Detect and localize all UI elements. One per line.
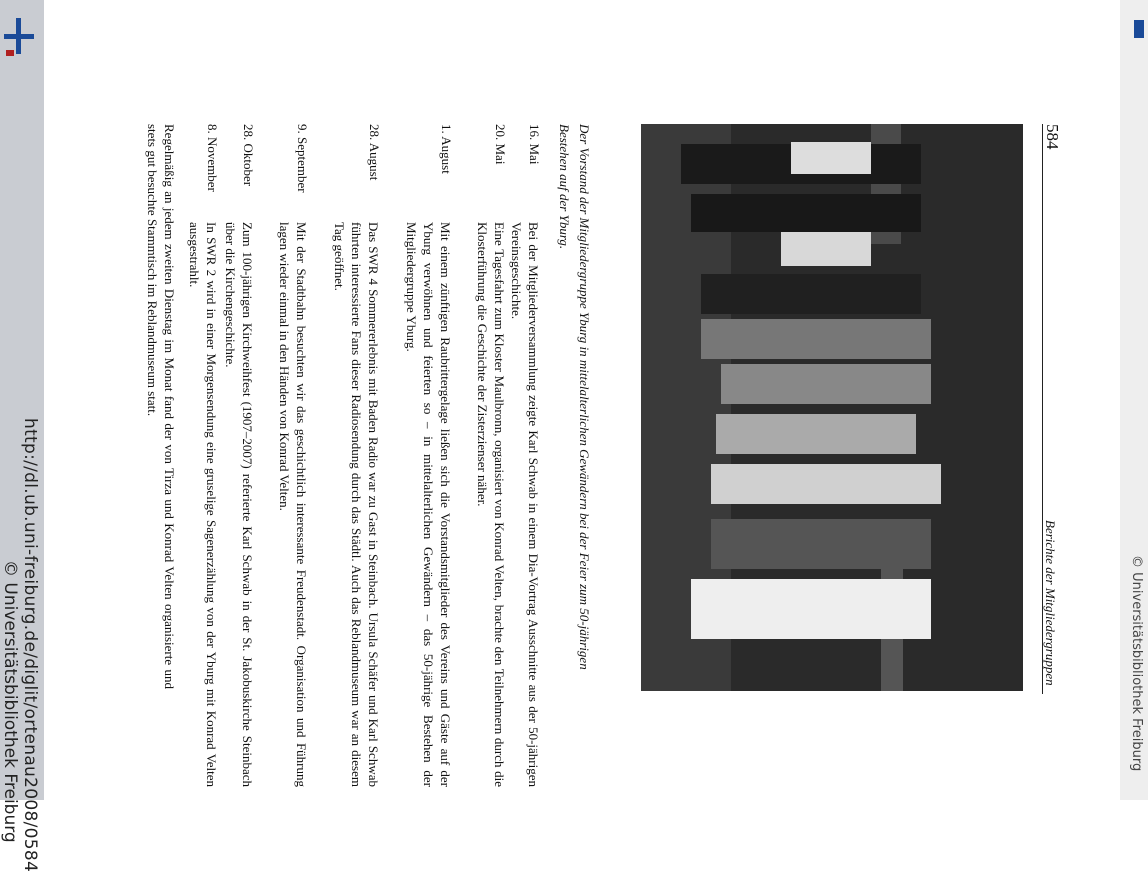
header-rule [1042, 124, 1043, 694]
closing-paragraph: Regelmäßig an jedem zweiten Dienstag im Monat fand der von Tirza und Konrad Velten organisierte und stets gut besuchte Stammtisch im Reblandmuseum statt. [145, 124, 177, 689]
university-logo-icon[interactable] [0, 14, 44, 58]
photo-person [716, 414, 916, 454]
source-url[interactable]: http://dl.ub.uni-freiburg.de/diglit/ortenau2008/0584 [20, 418, 40, 872]
photo-person [791, 142, 871, 174]
photo-person [781, 232, 871, 266]
entry-text: Zum 100-jährigen Kirchweihfest (1907–2007) referierte Karl Schwab in der St. Jakobuskirche Steinbach über die Kirchengeschichte. [223, 222, 255, 787]
entry-text: In SWR 2 wird in einer Morgensendung eine gruselige Sagenerzählung von der Yburg mit Konrad Velten ausgestrahlt. [187, 222, 219, 787]
entry-date: 28. Oktober [241, 124, 256, 187]
photo-person [711, 464, 941, 504]
entry-date: 20. Mai [493, 124, 508, 165]
running-head: Berichte der Mitgliedergruppen [1043, 520, 1058, 686]
entry-text: Mit einem zünftigen Raubrittergelage ließen sich die Vorstandsmitglieder des Vereins und Gäste auf der Yburg verwöhnen und feierten so – in mittelalterlichen Gewändern – das 50-jährige Bestehen der Mitgliedergruppe Yburg. [404, 222, 453, 787]
right-edge-copyright: © Universitätsbibliothek Freiburg [1129, 555, 1144, 772]
entry-date: 8. November [205, 124, 220, 192]
photo-person [691, 579, 931, 639]
photo-person [711, 519, 931, 569]
entry-text: Eine Tagesfahrt zum Kloster Maulbronn, organisiert von Konrad Velten, brachte den Teilnehmern durch die Klosterführung die Geschichte der Zisterzienser näher. [475, 222, 507, 787]
copyright-notice: © Universitätsbibliothek Freiburg [0, 560, 20, 843]
entry-text: Das SWR 4 Sommererlebnis mit Baden Radio war zu Gast in Steinbach. Ursula Schäfer und Karl Schwab führten interessierte Fans dieser Radiosendung durch das Städtl. Auch das Reblandmuseum war an diesem Tag geöffnet. [332, 222, 381, 787]
entry-date: 28. August [367, 124, 382, 181]
page-number: 584 [1043, 124, 1062, 150]
photo-person [701, 274, 921, 314]
entry-date: 16. Mai [527, 124, 542, 165]
entry-date: 1. August [439, 124, 454, 174]
photo-person [701, 319, 931, 359]
photo-person [691, 194, 921, 232]
photo-caption: Der Vorstand der Mitgliedergruppe Yburg in mittelalterlichen Gewändern bei der Feier zum 50-jährigen Bestehen auf der Yburg. [557, 124, 592, 670]
entry-date: 9. September [295, 124, 310, 193]
photo-person [721, 364, 931, 404]
entry-text: Mit der Stadtbahn besuchten wir das geschichtlich interessante Freudenstadt. Organisation und Führung lagen wieder einmal in den Händen von Konrad Velten. [277, 222, 309, 787]
group-photo [641, 124, 1023, 691]
right-logo-icon [1134, 20, 1144, 38]
entry-text: Bei der Mitgliederversammlung zeigte Karl Schwab in einem Dia-Vortrag Ausschnitte aus der 50-jährigen Vereinsgeschichte. [509, 222, 541, 787]
